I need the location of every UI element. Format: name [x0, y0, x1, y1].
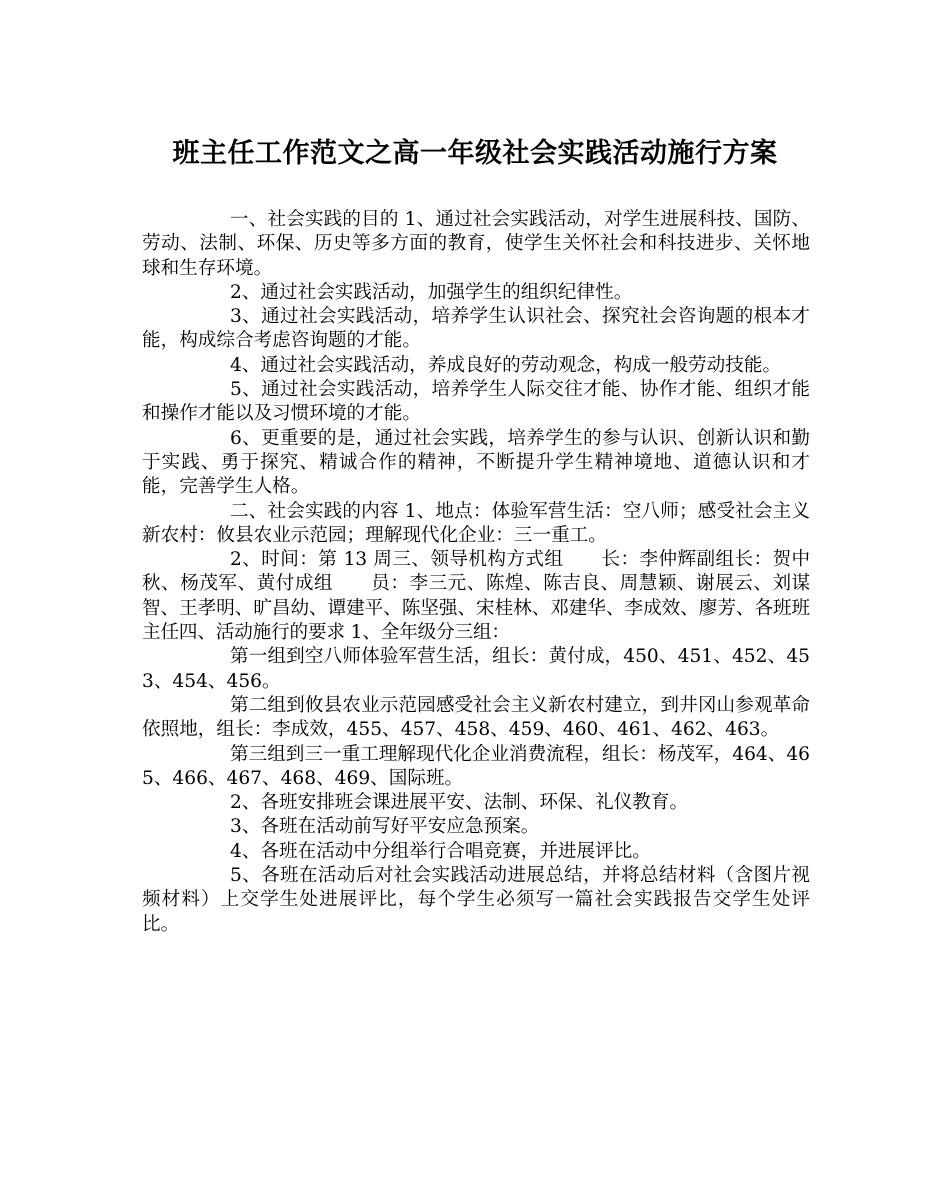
paragraph-discipline: 2、通过社会实践活动，加强学生的组织纪律性。 — [230, 281, 633, 303]
paragraph-understand-society: 3、通过社会实践活动，培养学生认识社会、探究社会咨询题的根本才能，构成综合考虑咨询题的才能。 — [142, 306, 810, 352]
paragraph-content-location: 二、社会实践的内容 1、地点：体验军营生活：空八师；感受社会主义新农村：攸县农业示范园；理解现代化企业：三一重工。 — [142, 500, 810, 546]
document-title: 班主任工作范文之高一年级社会实践活动施行方案 — [172, 138, 778, 169]
paragraph-summary-report: 5、各班在活动后对社会实践活动进展总结，并将总结材料（含图片视频材料）上交学生处进展评比，每个学生必须写一篇社会实践报告交学生处评比。 — [142, 865, 810, 935]
paragraph-group-three: 第三组到三一重工理解现代化企业消费流程，组长：杨茂军，464、465、466、467、468、469、国际班。 — [142, 743, 810, 789]
paragraph-group-two: 第二组到攸县农业示范园感受社会主义新农村建立，到井冈山参观革命依照地，组长：李成效，455、457、458、459、460、461、462、463。 — [142, 694, 810, 741]
paragraph-choir-competition: 4、各班在活动中分组举行合唱竞赛，并进展评比。 — [230, 840, 651, 862]
paragraph-skills: 5、通过社会实践活动，培养学生人际交往才能、协作才能、组织才能和操作才能以及习惯环境的才能。 — [142, 379, 810, 425]
paragraph-emergency-plan: 3、各班在活动前写好平安应急预案。 — [230, 816, 540, 838]
paragraph-group-one: 第一组到空八师体验军营生活，组长：黄付成，450、451、452、453、454、456。 — [142, 646, 810, 692]
paragraph-purpose: 一、社会实践的目的 1、通过社会实践活动，对学生进展科技、国防、劳动、法制、环保、历史等多方面的教育，使学生关怀社会和科技进步、关怀地球和生存环境。 — [142, 209, 810, 279]
paragraph-innovation: 6、更重要的是，通过社会实践，培养学生的参与认识、创新认识和勤于实践、勇于探究、精诚合作的精神，不断提升学生精神境地、道德认识和才能，完善学生人格。 — [142, 427, 810, 498]
paragraph-class-meeting: 2、各班安排班会课进展平安、法制、环保、礼仪教育。 — [230, 792, 689, 814]
paragraph-labor: 4、通过社会实践活动，养成良好的劳动观念，构成一般劳动技能。 — [230, 354, 782, 376]
document-body — [142, 208, 810, 937]
paragraph-time-organization: 2、时间：第 13 周三、领导机构方式组 长：李仲辉副组长：贺中秋、杨茂军、黄付成组 员：李三元、陈煌、陈吉良、周慧颖、谢展云、刘谋智、王孝明、旷昌幼、谭建平、陈坚强、宋桂林、邓建华、李成效、廖芳、各班班主任四、活动施行的要求 1、全年级分三组： — [142, 549, 810, 644]
